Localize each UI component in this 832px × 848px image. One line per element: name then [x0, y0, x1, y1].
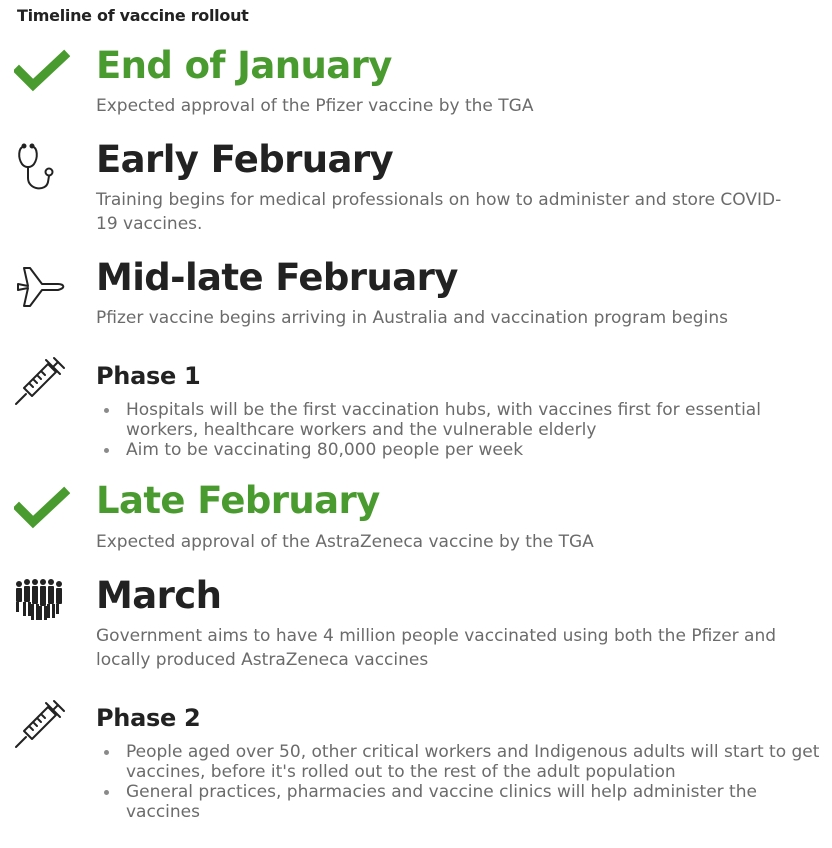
timeline-heading: Mid-late February [96, 256, 458, 299]
timeline-description: Pfizer vaccine begins arriving in Australia and vaccination program begins [96, 308, 728, 328]
timeline-heading: End of January [96, 44, 392, 87]
timeline-description: Expected approval of the AstraZeneca vaccine by the TGA [96, 532, 594, 552]
timeline-bullets [96, 742, 826, 822]
list-item: General practices, pharmacies and vaccine clinics will help administer the vaccines [126, 782, 826, 822]
timeline-description: Training begins for medical professionals on how to administer and store COVID-19 vaccines. [96, 190, 782, 234]
airplane-icon [14, 262, 70, 310]
timeline-description: Government aims to have 4 million people vaccinated using both the Pfizer and locally produced AstraZeneca vaccines [96, 626, 777, 670]
timeline-heading: Late February [96, 479, 380, 522]
page-title: Timeline of vaccine rollout [17, 6, 249, 25]
timeline-bullets [96, 400, 826, 460]
checkmark-icon [14, 46, 70, 94]
timeline-heading: Early February [96, 138, 394, 181]
timeline-heading: March [96, 574, 222, 617]
list-item: Aim to be vaccinating 80,000 people per week [126, 440, 826, 460]
stethoscope-icon [14, 140, 70, 188]
crowd-icon [14, 576, 70, 624]
timeline-heading: Phase 1 [96, 362, 201, 390]
syringe-icon [14, 697, 70, 745]
timeline-heading: Phase 2 [96, 704, 201, 732]
syringe-icon [14, 354, 70, 402]
checkmark-icon [14, 483, 70, 531]
timeline-description: Expected approval of the Pfizer vaccine by the TGA [96, 96, 534, 116]
list-item: People aged over 50, other critical workers and Indigenous adults will start to get vaccines, before it's rolled out to the rest of the adult population [126, 742, 826, 782]
list-item: Hospitals will be the first vaccination hubs, with vaccines first for essential workers, healthcare workers and the vulnerable elderly [126, 400, 826, 440]
